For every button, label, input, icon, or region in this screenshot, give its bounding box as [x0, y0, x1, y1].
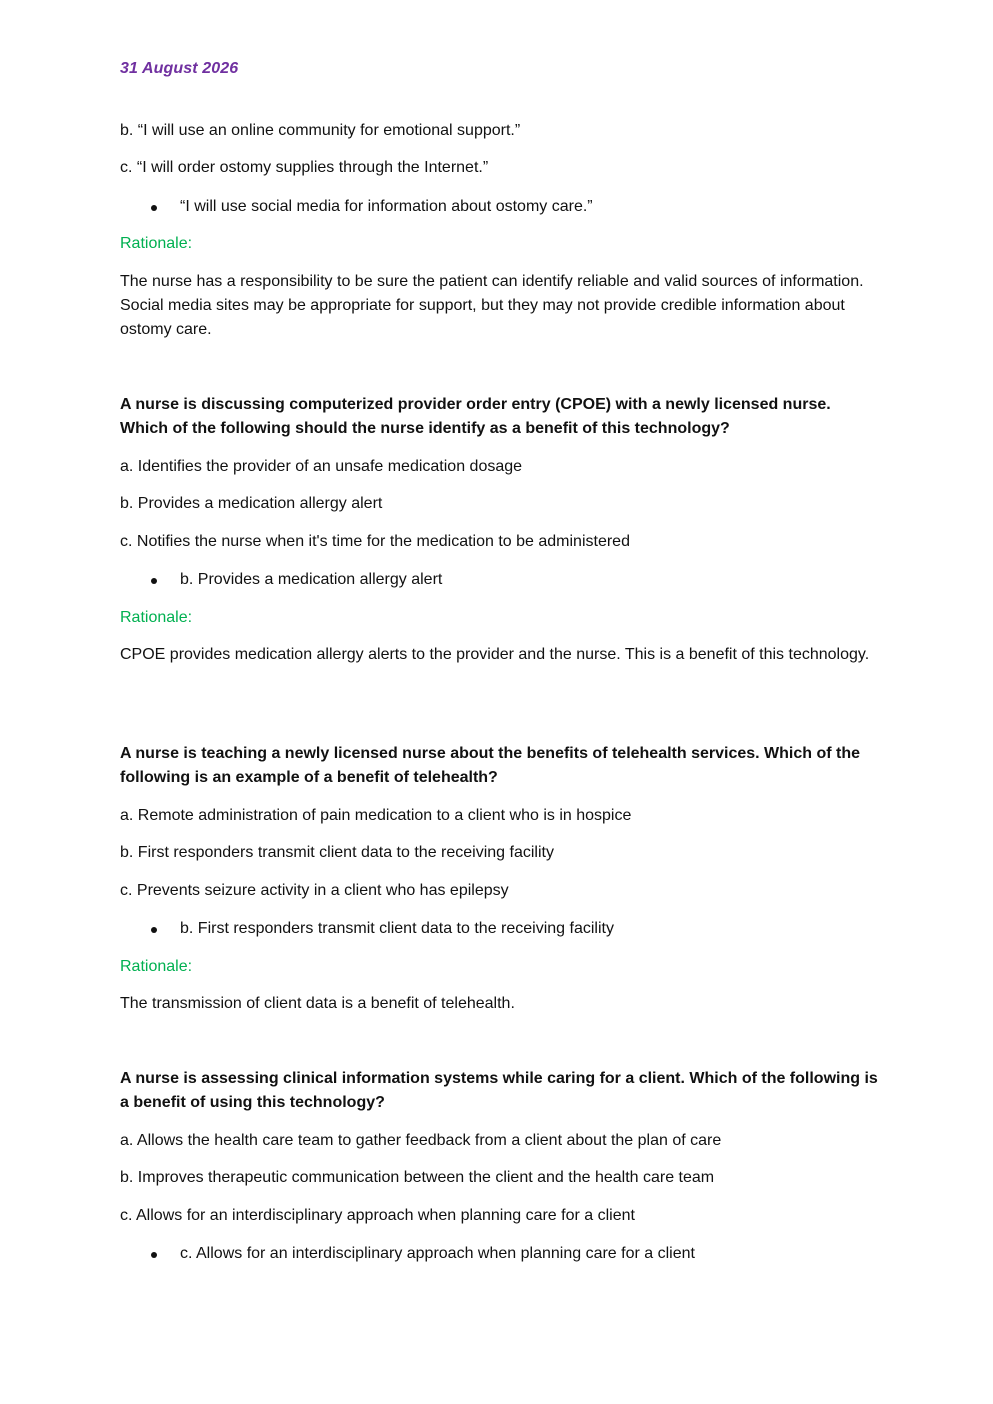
bullet-icon [151, 205, 157, 211]
s3-rationale-text: The transmission of client data is a benefit of telehealth. [120, 995, 515, 1012]
s2-option-c: c. Notifies the nurse when it's time for the medication to be administered [120, 533, 630, 550]
s3-rationale-label: Rationale: [120, 958, 193, 975]
s4-option-c: c. Allows for an interdisciplinary approach when planning care for a client [120, 1207, 635, 1224]
s4-answer: c. Allows for an interdisciplinary approach when planning care for a client [180, 1245, 695, 1262]
s3-option-b: b. First responders transmit client data to the receiving facility [120, 844, 554, 861]
s2-rationale-text: CPOE provides medication allergy alerts to the provider and the nurse. This is a benefit of this technology. [120, 646, 870, 663]
bullet-icon [151, 578, 157, 584]
s1-answer: “I will use social media for information about ostomy care.” [180, 198, 593, 215]
s2-answer: b. Provides a medication allergy alert [180, 571, 443, 588]
s3-option-c: c. Prevents seizure activity in a client who has epilepsy [120, 882, 509, 899]
s2-rationale-label: Rationale: [120, 609, 193, 626]
s1-option-b: b. “I will use an online community for emotional support.” [120, 122, 521, 139]
s3-answer: b. First responders transmit client data to the receiving facility [180, 920, 614, 937]
s1-rationale-label: Rationale: [120, 235, 193, 252]
s4-option-a: a. Allows the health care team to gather feedback from a client about the plan of care [120, 1132, 722, 1149]
s2-option-b: b. Provides a medication allergy alert [120, 495, 383, 512]
s2-question: A nurse is discussing computerized provider order entry (CPOE) with a newly licensed nurse. Which of the following should the nurse identify as a benefit of this technology? [120, 396, 831, 437]
s1-rationale-text: The nurse has a responsibility to be sure the patient can identify reliable and valid sources of information. Social media sites may be appropriate for support, but they may not provide credible information about ostomy care. [120, 273, 864, 338]
s3-option-a: a. Remote administration of pain medication to a client who is in hospice [120, 807, 632, 824]
bullet-icon [151, 927, 157, 933]
s3-question: A nurse is teaching a newly licensed nurse about the benefits of telehealth services. Which of the following is an example of a benefit of telehealth? [120, 745, 861, 786]
bullet-icon [151, 1252, 157, 1258]
s4-question: A nurse is assessing clinical information systems while caring for a client. Which of the following is a benefit of using this technology? [120, 1070, 878, 1111]
document-date: 31 August 2026 [120, 60, 239, 77]
s4-option-b: b. Improves therapeutic communication between the client and the health care team [120, 1169, 715, 1186]
s2-option-a: a. Identifies the provider of an unsafe medication dosage [120, 458, 523, 475]
s1-option-c: c. “I will order ostomy supplies through the Internet.” [120, 159, 489, 176]
